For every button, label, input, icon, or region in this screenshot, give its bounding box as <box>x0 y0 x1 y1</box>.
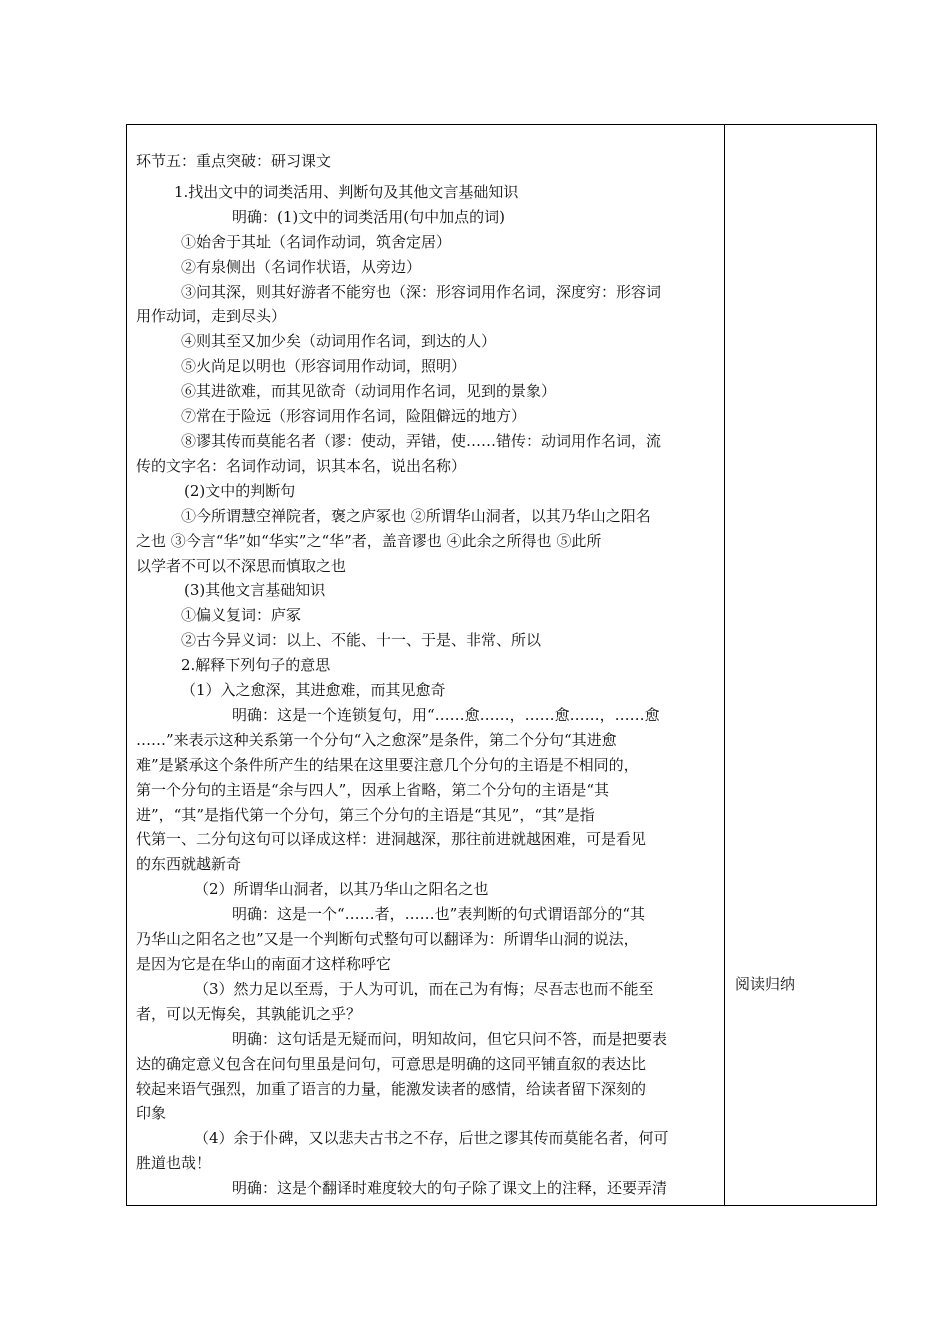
text-line: ③问其深，则其好游者不能穷也（深：形容词用作名词，深度穷：形容词 <box>181 282 662 301</box>
text-line: 的东西就越新奇 <box>136 855 242 874</box>
text-line: 是因为它是在华山的南面才这样称呼它 <box>136 955 392 973</box>
text-line: 难”是紧承这个条件所产生的结果在这里要注意几个分句的主语是不相同的， <box>136 755 639 774</box>
text-line: （2）所谓华山洞者，以其乃华山之阳名之也 <box>194 880 489 899</box>
text-line: 明确：这句话是无疑而问，明知故问，但它只问不答，而是把要表 <box>232 1029 668 1048</box>
text-line: 代第一、二分句这句可以译成这样：进洞越深，那往前进就越困难，可是看见 <box>136 830 647 849</box>
text-line: 明确：这是一个“……者，……也”表判断的句式谓语部分的“其 <box>232 905 646 924</box>
text-line: ……”来表示这种关系第一个分句“入之愈深”是条件，第二个分句“其进愈 <box>136 730 617 749</box>
text-line: ⑦常在于险远（形容词用作名词，险阻僻远的地方） <box>181 407 527 426</box>
text-line: （3）然力足以至焉，于人为可讥，而在己为有悔；尽吾志也而不能至 <box>194 979 654 998</box>
text-line: 明确：(1)文中的词类活用(句中加点的词) <box>232 207 505 226</box>
text-line: （1）入之愈深，其进愈难，而其见愈奇 <box>181 681 446 700</box>
text-line: (3)其他文言基础知识 <box>184 581 326 600</box>
side-note: 阅读归纳 <box>735 975 796 993</box>
text-line: ①始舍于其址（名词作动词，筑舍定居） <box>181 232 452 251</box>
text-line: 用作动词，走到尽头） <box>136 307 287 326</box>
text-line: 者，可以无悔矣，其孰能讥之乎？ <box>136 1004 362 1023</box>
text-line: 较起来语气强烈，加重了语言的力量，能激发读者的感情，给读者留下深刻的 <box>136 1079 647 1098</box>
text-line: ②有泉侧出（名词作状语，从旁边） <box>181 257 422 276</box>
text-line: （4）余于仆碑，又以悲夫古书之不存，后世之谬其传而莫能名者，何可 <box>194 1129 669 1148</box>
column-divider <box>724 125 725 1205</box>
text-line: ①偏义复词：庐冢 <box>181 606 302 625</box>
text-line: ②古今异义词：以上、不能、十一、于是、非常、所以 <box>181 631 542 650</box>
text-line: ①今所谓慧空禅院者，褒之庐冢也 ②所谓华山洞者，以其乃华山之阳名 <box>181 506 651 525</box>
text-line: ⑥其进欲难，而其见欲奇（动词用作名词，见到的景象） <box>181 382 557 401</box>
lesson-table <box>126 124 877 1206</box>
main-content-cell <box>136 149 718 1201</box>
text-line: 胜道也哉！ <box>136 1154 212 1173</box>
text-line: 之也 ③今言“华”如“华实”之“华”者，盖音谬也 ④此余之所得也 ⑤此所 <box>136 531 602 550</box>
text-line: ⑧谬其传而莫能名者（谬：使动，弄错，使……错传：动词用作名词，流 <box>181 431 662 450</box>
text-line: 印象 <box>136 1104 167 1123</box>
text-line: 2.解释下列句子的意思 <box>181 656 331 675</box>
body-lines <box>136 180 718 1201</box>
text-line: 明确：这是个翻译时难度较大的句子除了课文上的注释，还要弄清 <box>232 1179 668 1198</box>
section-title: 环节五：重点突破：研习课文 <box>136 152 332 170</box>
text-line: 达的确定意义包含在问句里虽是问句，可意思是明确的这同平铺直叙的表达比 <box>136 1054 647 1073</box>
text-line: 1.找出文中的词类活用、判断句及其他文言基础知识 <box>174 182 519 201</box>
text-line: (2)文中的判断句 <box>184 481 296 500</box>
text-line: 明确：这是一个连锁复句，用“……愈……，……愈……，……愈 <box>232 705 660 724</box>
text-line: ④则其至又加少矣（动词用作名词，到达的人） <box>181 332 497 351</box>
text-line: 传的文字名：名词作动词，识其本名，说出名称） <box>136 456 467 475</box>
text-line: 乃华山之阳名之也”又是一个判断句式整句可以翻译为：所谓华山洞的说法， <box>136 930 639 949</box>
text-line: 进”，“其”是指代第一个分句，第三个分句的主语是“其见”，“其”是指 <box>136 805 595 824</box>
text-line: ⑤火尚足以明也（形容词用作动词，照明） <box>181 357 467 376</box>
text-line: 以学者不可以不深思而慎取之也 <box>136 556 347 575</box>
text-line: 第一个分句的主语是“余与四人”，因承上省略，第二个分句的主语是“其 <box>136 780 610 799</box>
